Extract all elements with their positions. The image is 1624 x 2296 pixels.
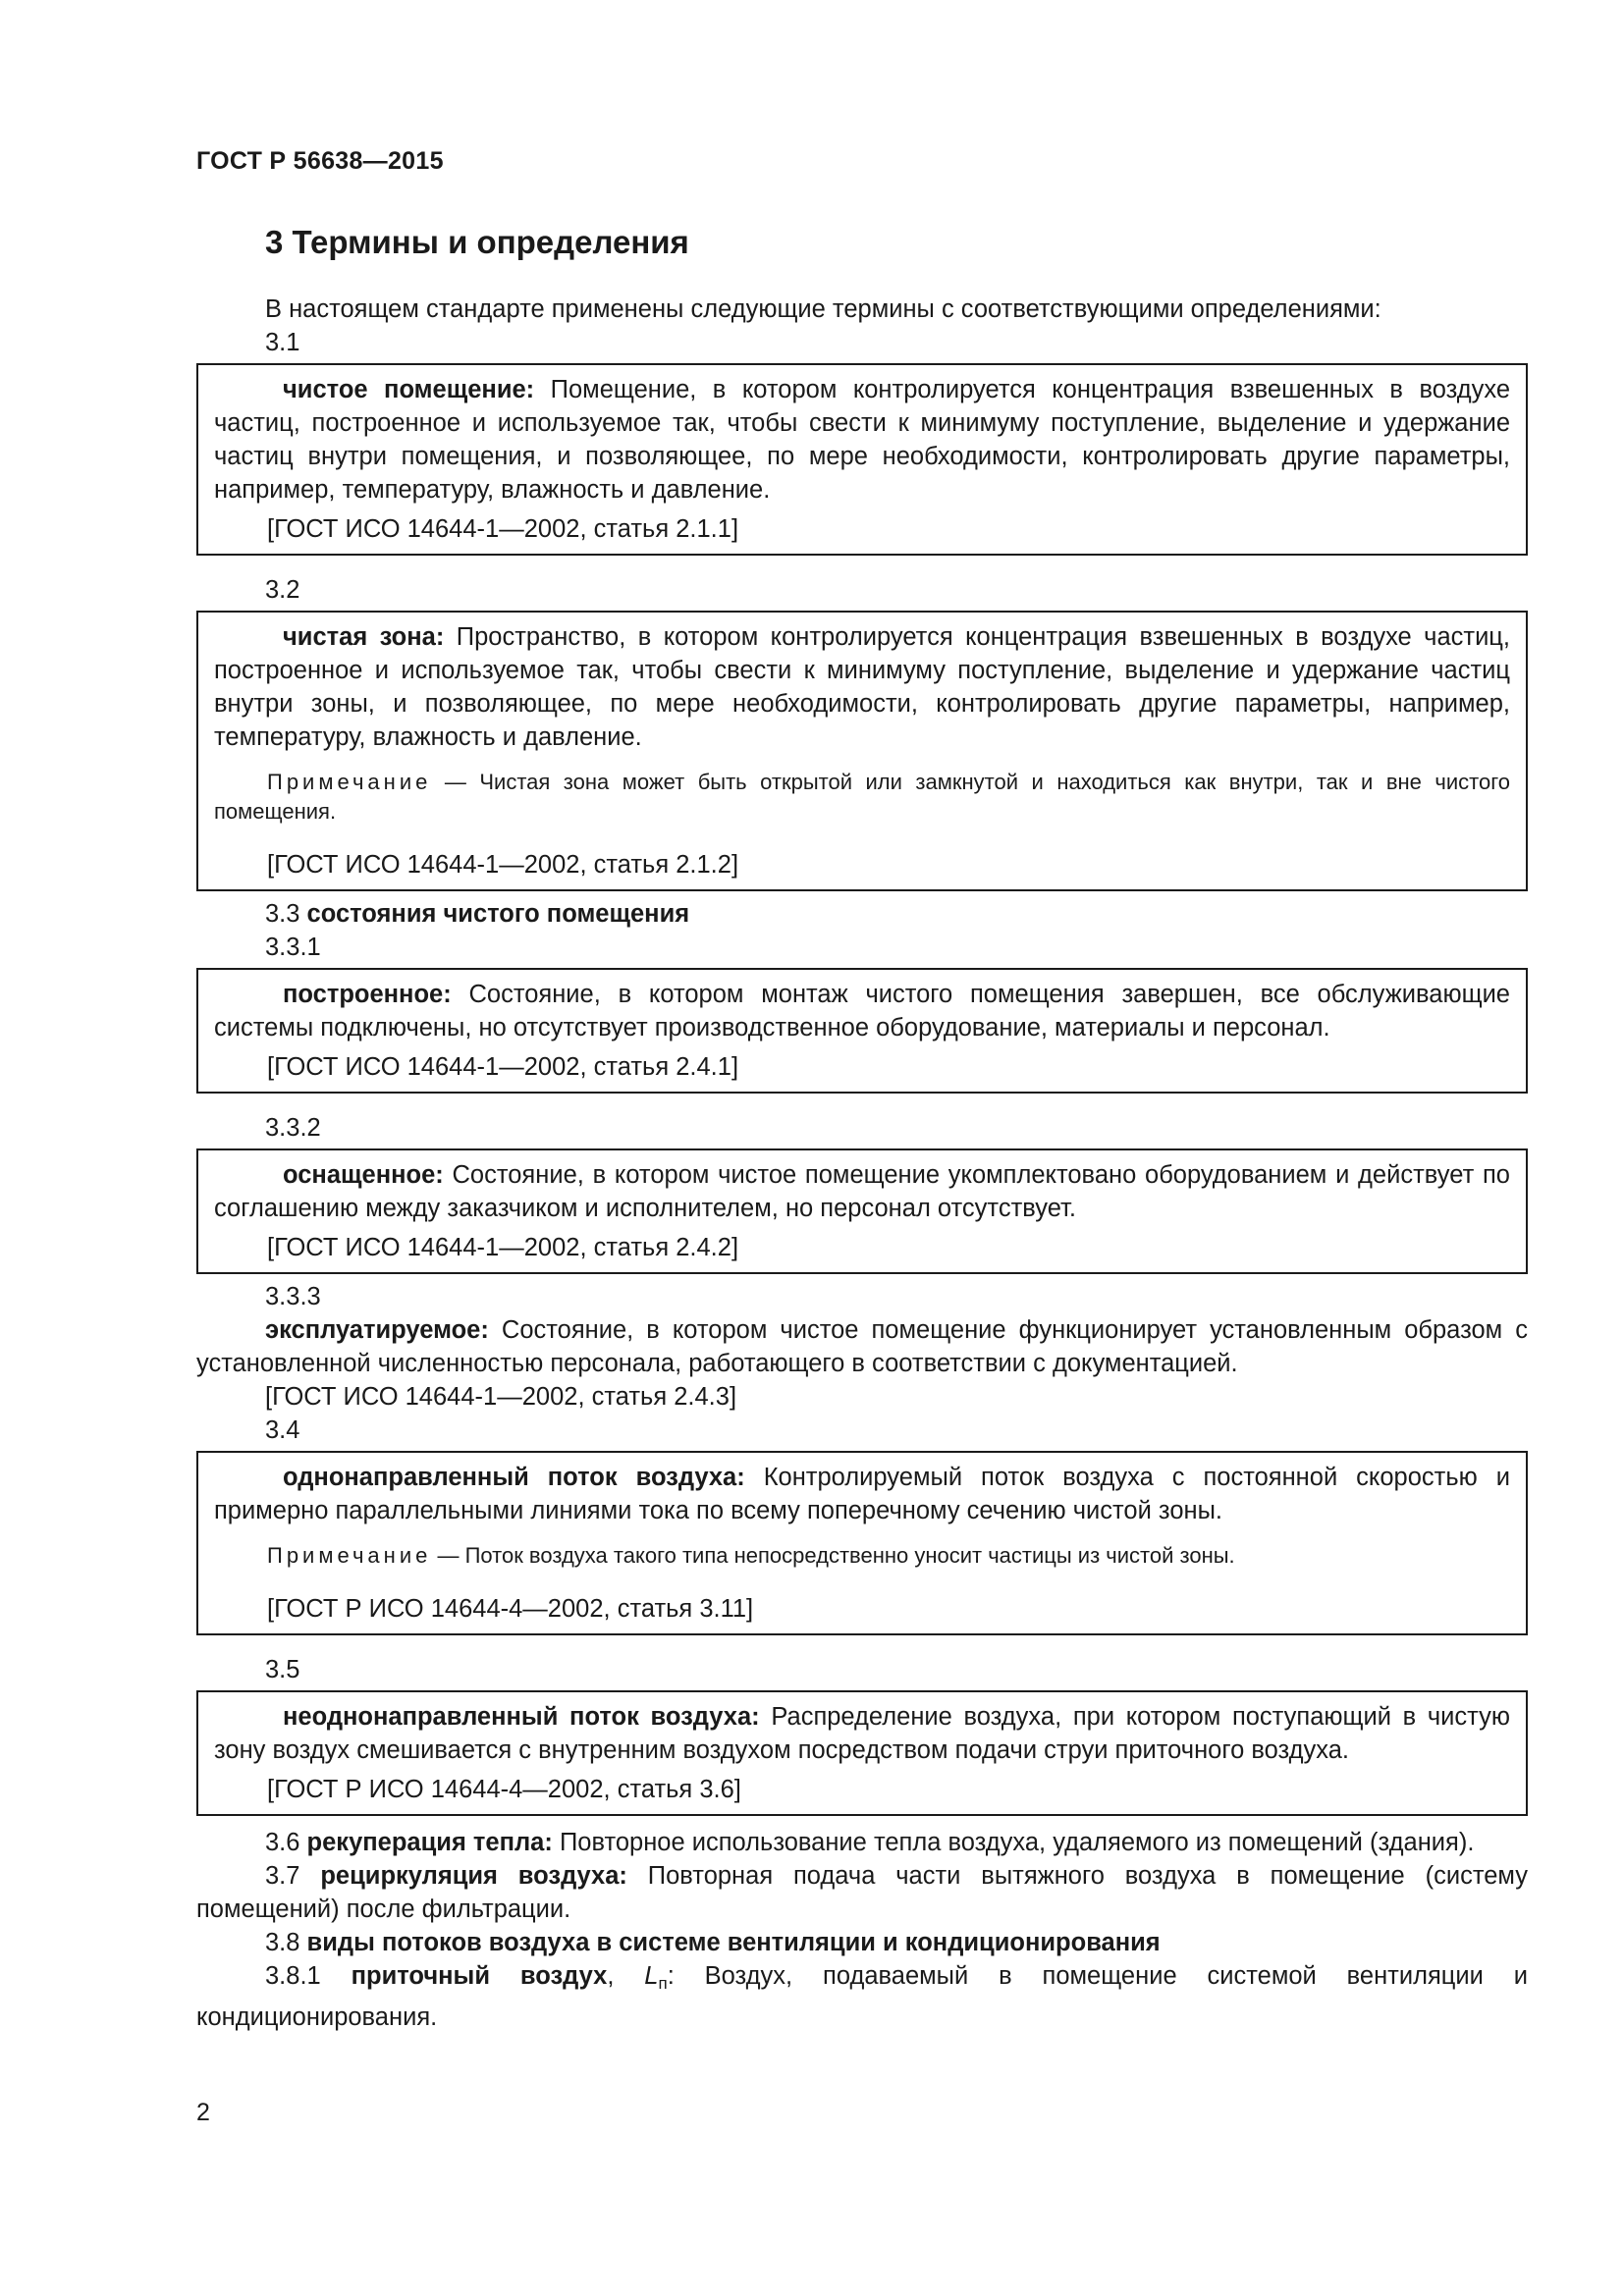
term-definition-3-3-1 bbox=[214, 978, 1510, 1044]
term-title-3-3-3: эксплуатируемое: bbox=[265, 1316, 489, 1344]
term-text-3-7: Повторная подача части вытяжного воздуха в помещение (систему помещений) после фильтрации. bbox=[196, 1862, 1528, 1923]
term-source-3-3-2: [ГОСТ ИСО 14644-1—2002, статья 2.4.2] bbox=[267, 1234, 739, 1261]
term-title-3-1: чистое помещение: bbox=[283, 376, 535, 403]
term-box-3-3-1 bbox=[196, 968, 1528, 1094]
term-number-3-3: 3.3 bbox=[265, 900, 300, 928]
term-note-3-4 bbox=[214, 1541, 1510, 1571]
term-box-3-2 bbox=[196, 611, 1528, 891]
term-source-3-5: [ГОСТ Р ИСО 14644-4—2002, статья 3.6] bbox=[267, 1776, 741, 1803]
term-3-6 bbox=[196, 1826, 1528, 1859]
note-label-3-2: Примечание bbox=[267, 770, 432, 794]
page-number: 2 bbox=[196, 2099, 210, 2126]
term-title-3-8: виды потоков воздуха в системе вентиляции и кондиционирования bbox=[306, 1929, 1161, 1956]
term-number-3-4: 3.4 bbox=[265, 1416, 300, 1444]
term-text-3-6: Повторное использование тепла воздуха, удаляемого из помещений (здания). bbox=[552, 1829, 1475, 1856]
term-box-3-4 bbox=[196, 1451, 1528, 1635]
term-3-8 bbox=[196, 1926, 1528, 1959]
term-text-3-5: Распределение воздуха, при котором поступающий в чистую зону воздух смешивается с внутренним воздухом посредством подачи струи приточного воздуха. bbox=[214, 1703, 1510, 1764]
term-definition-3-1 bbox=[214, 373, 1510, 507]
term-title-3-3-1: построенное: bbox=[283, 981, 452, 1008]
term-number-3-8: 3.8 bbox=[265, 1929, 307, 1956]
term-definition-3-4 bbox=[214, 1461, 1510, 1527]
term-title-3-8-1: приточный воздух bbox=[351, 1962, 608, 1990]
term-note-3-2 bbox=[214, 768, 1510, 827]
note-text-3-4: — Поток воздуха такого типа непосредственно уносит частицы из чистой зоны. bbox=[431, 1543, 1235, 1568]
term-heading-3-3 bbox=[196, 897, 1528, 931]
term-text-3-3-2: Состояние, в котором чистое помещение укомплектовано оборудованием и действует по соглашению между заказчиком и исполнителем, но персонал отсутствует. bbox=[214, 1161, 1510, 1222]
term-box-3-3-2 bbox=[196, 1148, 1528, 1274]
term-text-3-3-3: Состояние, в котором чистое помещение функционирует установленным образом с установленной численностью персонала, работающего в соответствии с документацией. bbox=[196, 1316, 1528, 1377]
term-source-3-4: [ГОСТ Р ИСО 14644-4—2002, статья 3.11] bbox=[267, 1595, 754, 1623]
term-text-3-4: Контролируемый поток воздуха с постоянной скоростью и примерно параллельными линиями тока по всему поперечному сечению чистой зоны. bbox=[214, 1464, 1510, 1524]
term-number-3-3-2: 3.3.2 bbox=[265, 1114, 321, 1142]
term-number-3-2: 3.2 bbox=[265, 576, 300, 604]
terms-content bbox=[196, 293, 1528, 2034]
term-number-3-8-1: 3.8.1 bbox=[265, 1962, 352, 1990]
term-symbol-3-8-1: L bbox=[644, 1962, 659, 1990]
section-title: 3 Термины и определения bbox=[265, 224, 689, 260]
term-number-3-1: 3.1 bbox=[265, 329, 300, 356]
term-title-3-5: неоднонаправленный поток воздуха: bbox=[283, 1703, 760, 1731]
term-number-3-3-3: 3.3.3 bbox=[265, 1283, 321, 1310]
term-title-3-7: рециркуляция воздуха: bbox=[320, 1862, 627, 1890]
term-title-3-4: однонаправленный поток воздуха: bbox=[283, 1464, 745, 1491]
term-source-3-3-1: [ГОСТ ИСО 14644-1—2002, статья 2.4.1] bbox=[267, 1053, 739, 1081]
term-number-3-5: 3.5 bbox=[265, 1656, 300, 1683]
term-title-3-6: рекуперация тепла: bbox=[306, 1829, 553, 1856]
term-definition-3-2 bbox=[214, 620, 1510, 754]
term-title-3-2: чистая зона: bbox=[283, 623, 445, 651]
term-symbol-subscript-3-8-1: п bbox=[658, 1974, 668, 1993]
term-3-8-1 bbox=[196, 1959, 1528, 2034]
term-box-3-1 bbox=[196, 363, 1528, 556]
term-box-3-5 bbox=[196, 1690, 1528, 1816]
note-label-3-4: Примечание bbox=[267, 1543, 432, 1568]
note-text-3-2: — Чистая зона может быть открытой или замкнутой и находиться как внутри, так и вне чистого помещения. bbox=[214, 770, 1510, 824]
term-title-3-3: состояния чистого помещения bbox=[306, 900, 690, 928]
term-definition-3-5 bbox=[214, 1700, 1510, 1767]
term-source-3-2: [ГОСТ ИСО 14644-1—2002, статья 2.1.2] bbox=[267, 851, 739, 879]
term-number-3-3-1: 3.3.1 bbox=[265, 934, 321, 961]
document-header: ГОСТ Р 56638—2015 bbox=[196, 147, 444, 175]
term-definition-3-3-2 bbox=[214, 1158, 1510, 1225]
term-text-3-3-1: Состояние, в котором монтаж чистого помещения завершен, все обслуживающие системы подключены, но отсутствует производственное оборудование, материалы и персонал. bbox=[214, 981, 1510, 1041]
term-text-3-2: Пространство, в котором контролируется концентрация взвешенных в воздухе частиц, построенное и используемое так, чтобы свести к минимуму поступление, выделение и удержание частиц внутри зоны, и позволяющее, по мере необходимости, контролировать другие параметры, например, температуру, влажность и давление. bbox=[214, 623, 1510, 751]
term-definition-3-3-3 bbox=[196, 1313, 1528, 1380]
term-separator-3-8-1: , bbox=[607, 1962, 645, 1990]
term-number-3-7: 3.7 bbox=[265, 1862, 321, 1890]
term-3-7 bbox=[196, 1859, 1528, 1926]
term-source-3-3-3: [ГОСТ ИСО 14644-1—2002, статья 2.4.3] bbox=[265, 1383, 737, 1411]
term-text-3-8-1: : Воздух, подаваемый в помещение системой вентиляции и кондиционирования. bbox=[196, 1962, 1529, 2031]
term-number-3-6: 3.6 bbox=[265, 1829, 307, 1856]
intro-text: В настоящем стандарте применены следующие термины с соответствующими определениями: bbox=[265, 295, 1381, 323]
term-source-3-1: [ГОСТ ИСО 14644-1—2002, статья 2.1.1] bbox=[267, 515, 739, 543]
term-text-3-1: Помещение, в котором контролируется концентрация взвешенных в воздухе частиц, построенное и используемое так, чтобы свести к минимуму поступление, выделение и удержание частиц внутри помещения, и позволяющее, по мере необходимости, контролировать другие параметры, например, температуру, влажность и давление. bbox=[214, 376, 1510, 504]
term-title-3-3-2: оснащенное: bbox=[283, 1161, 444, 1189]
